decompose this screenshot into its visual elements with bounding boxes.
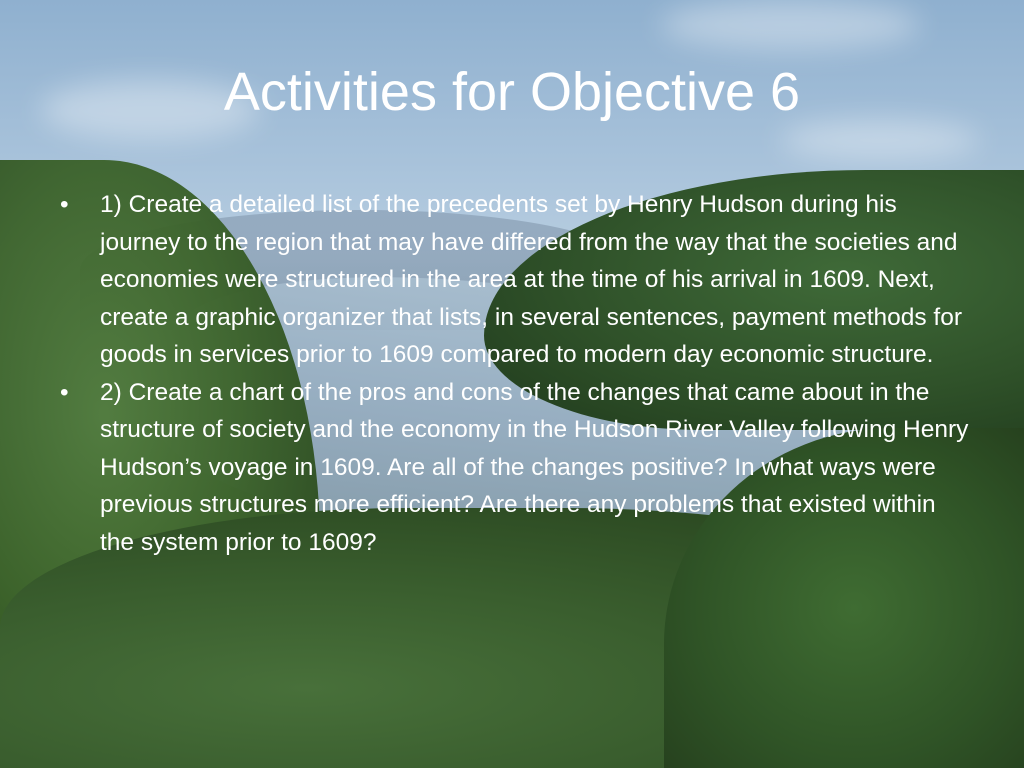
bullet-list [60,186,970,561]
bullet-text: 2) Create a chart of the pros and cons of the changes that came about in the structure of society and the economy in the Hudson River Valley following Henry Hudson’s voyage in 1609. Are all of the changes positive? In what ways were previous structures more efficient? Are there any problems that existed within the system prior to 1609? [100,378,969,556]
bullet-item [60,374,970,562]
bullet-item [60,186,970,374]
bullet-icon: • [60,191,69,218]
bullet-icon: • [60,378,69,406]
bullet-text: 1) Create a detailed list of the precedents set by Henry Hudson during his journey to the region that may have differed from the way that the societies and economies were structured in the area at the time of his arrival in 1609. Next, create a graphic organizer that lists, in several sentences, payment methods for goods in services prior to 1609 compared to modern day economic structure. [100,191,963,368]
slide-title: Activities for Objective 6 [223,62,801,122]
